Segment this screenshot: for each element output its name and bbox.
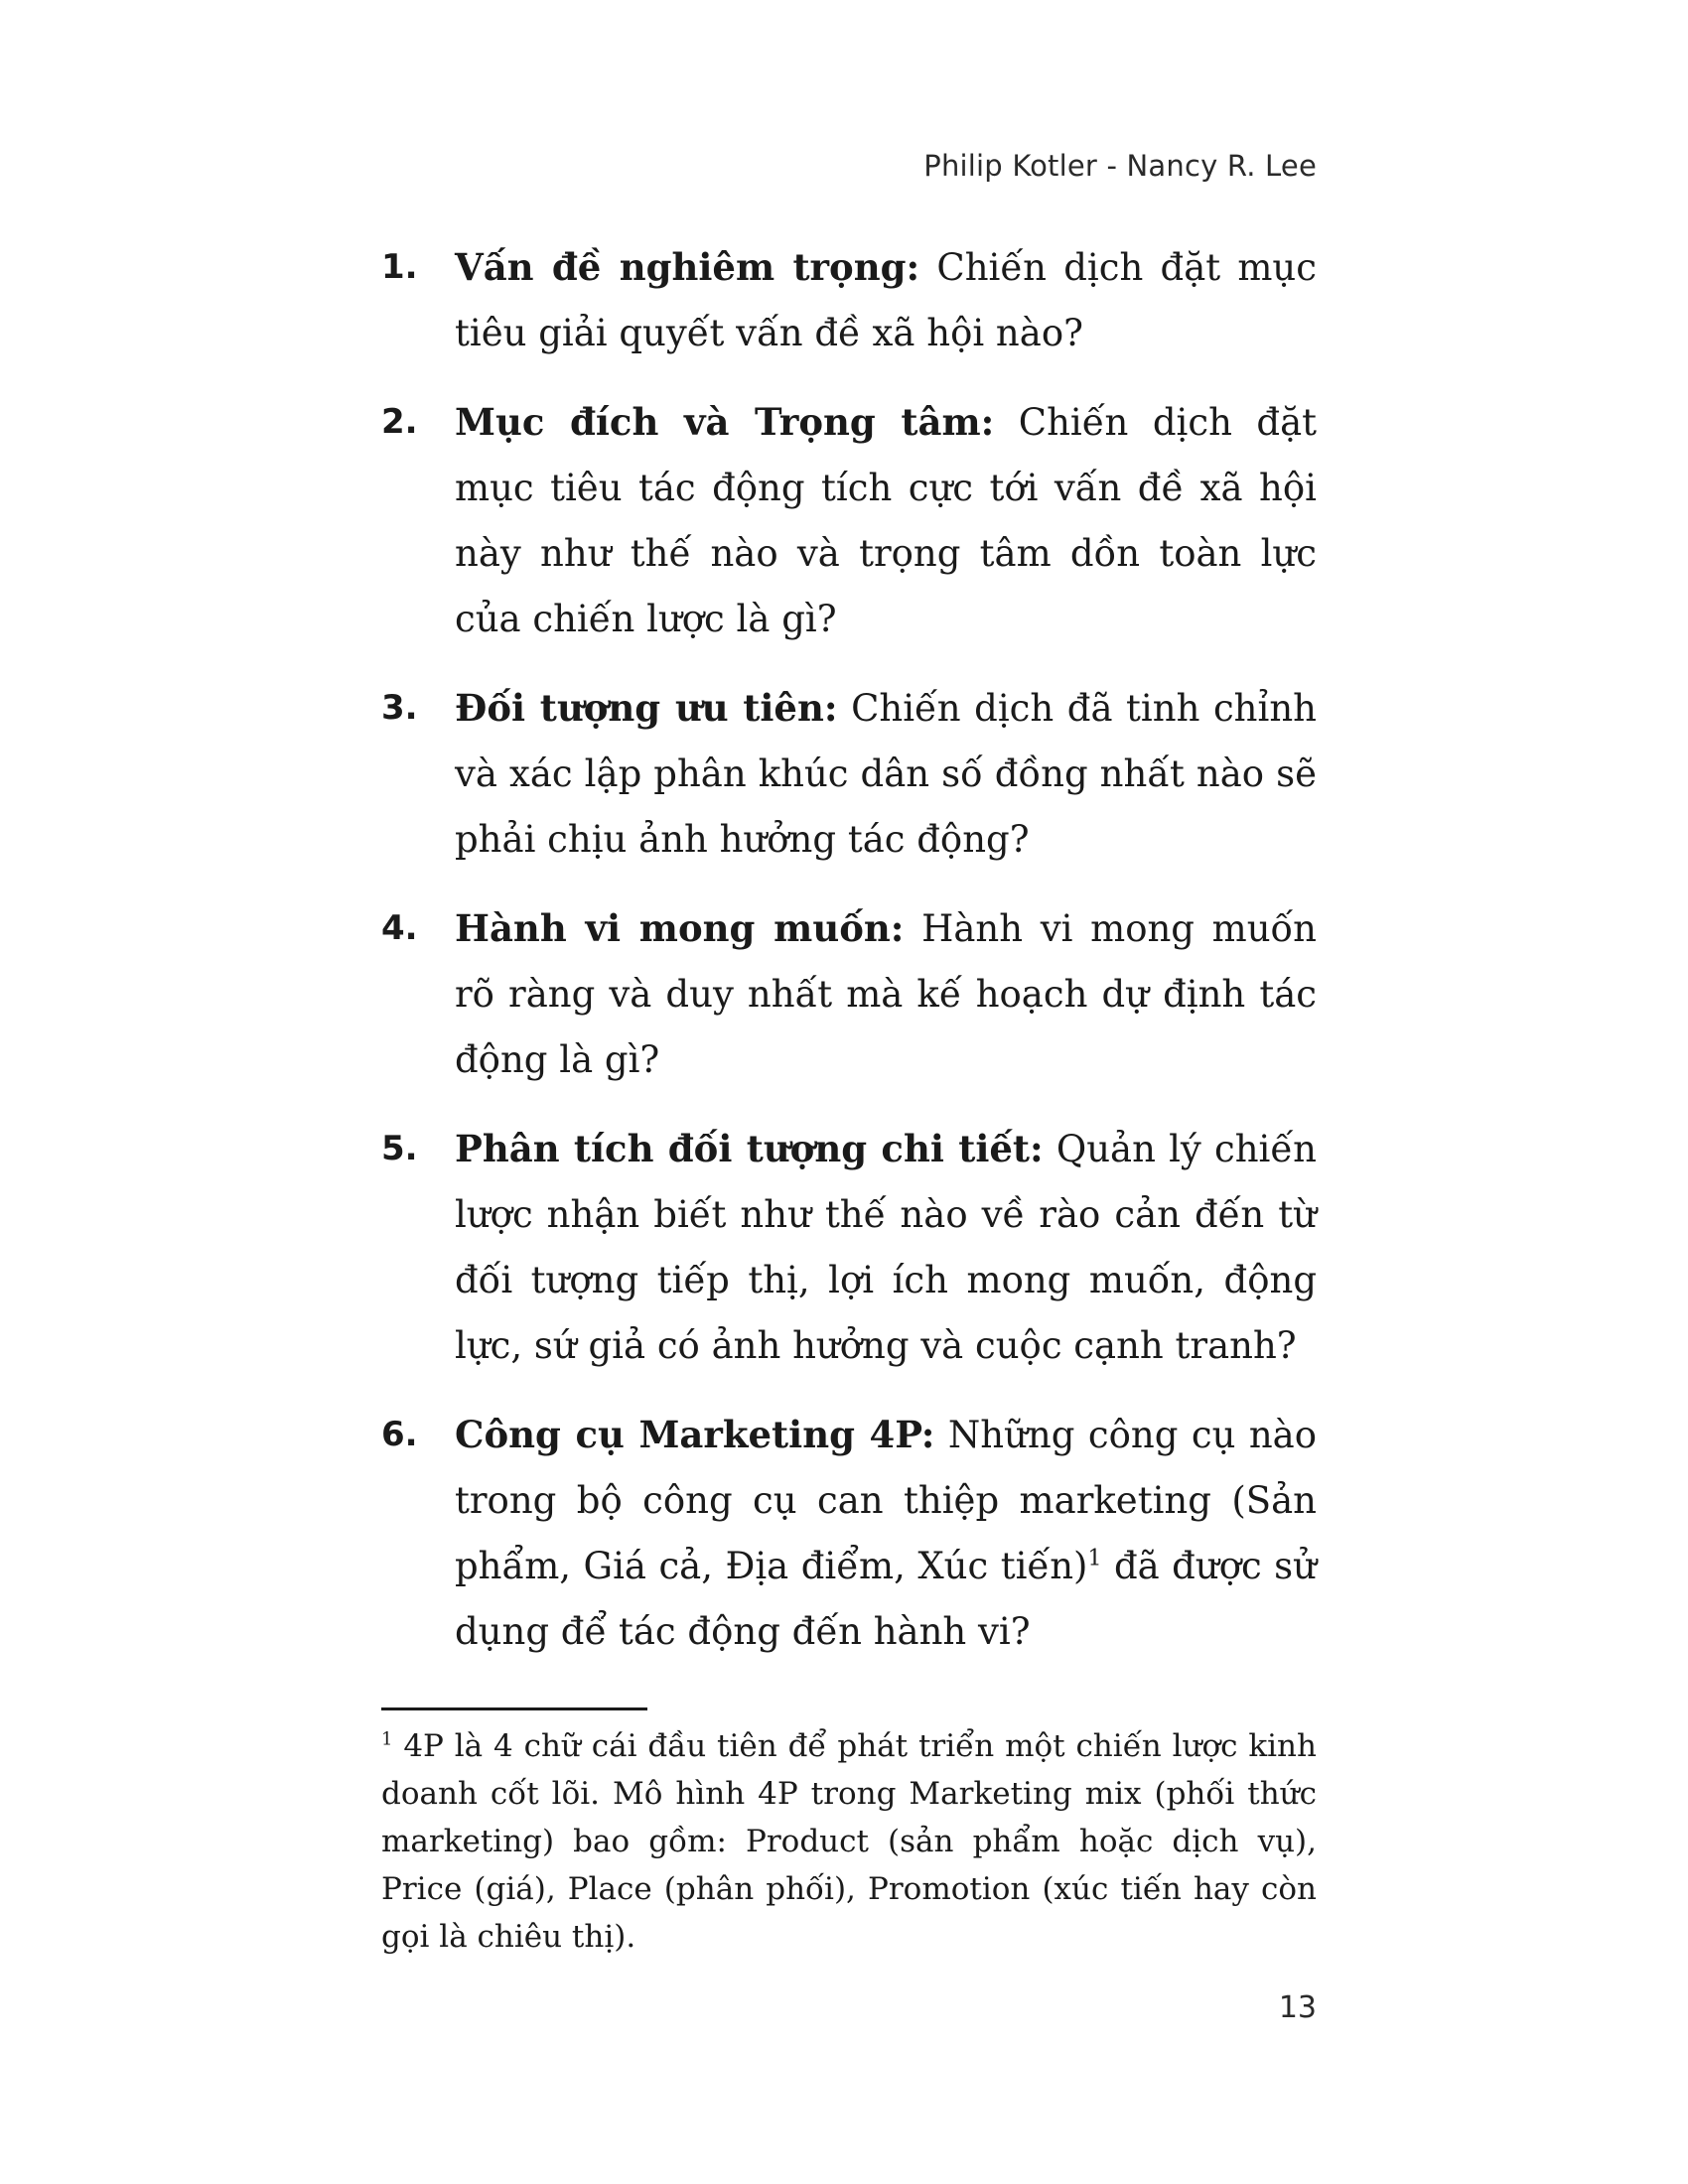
- item-text: Những công cụ nào trong bộ công cụ can thiệp marketing (Sản phẩm, Giá cả, Địa điểm, Xúc tiến): [455, 1414, 1317, 1587]
- list-item: [381, 895, 1317, 1093]
- item-term: Đối tượng ưu tiên:: [455, 686, 838, 730]
- item-number: 1.: [381, 247, 418, 287]
- question-list: [381, 234, 1317, 1688]
- list-item: [381, 389, 1317, 652]
- footnote-divider: [381, 1707, 647, 1710]
- item-text: Hành vi mong muốn rõ ràng và duy nhất mà kế hoạch dự định tác động là gì?: [455, 907, 1318, 1081]
- list-item: [381, 1402, 1317, 1665]
- list-item: [381, 675, 1317, 873]
- item-number: 5.: [381, 1129, 418, 1168]
- item-body: [455, 1116, 1317, 1379]
- footnote-marker: 1: [381, 1728, 393, 1750]
- item-text: Chiến dịch đặt mục tiêu giải quyết vấn đề xã hội nào?: [455, 246, 1317, 354]
- item-number: 6.: [381, 1415, 418, 1454]
- footnote-text: 4P là 4 chữ cái đầu tiên để phát triển một chiến lược kinh doanh cốt lõi. Mô hình 4P trong Marketing mix (phối thức marketing) bao gồm: Product (sản phẩm hoặc dịch vụ), Price (giá), Place (phân phối), Promotion (xúc tiến hay còn gọi là chiêu thị).: [381, 1728, 1317, 1955]
- item-term: Công cụ Marketing 4P:: [455, 1413, 935, 1456]
- item-body: [455, 1402, 1317, 1665]
- item-text: Chiến dịch đặt mục tiêu tác động tích cực tới vấn đề xã hội này như thế nào và trọng tâm dồn toàn lực của chiến lược là gì?: [455, 401, 1317, 640]
- item-term: Vấn đề nghiêm trọng:: [455, 245, 920, 289]
- item-body: [455, 675, 1317, 873]
- item-text: Chiến dịch đã tinh chỉnh và xác lập phân khúc dân số đồng nhất nào sẽ phải chịu ảnh hưởng tác động?: [455, 687, 1317, 861]
- item-term: Hành vi mong muốn:: [455, 906, 905, 950]
- item-text: Quản lý chiến lược nhận biết như thế nào về rào cản đến từ đối tượng tiếp thị, lợi ích mong muốn, động lực, sứ giả có ảnh hưởng và cuộc cạnh tranh?: [455, 1128, 1317, 1367]
- item-number: 2.: [381, 402, 418, 442]
- item-body: [455, 234, 1317, 366]
- item-term: Mục đích và Trọng tâm:: [455, 400, 995, 444]
- item-body: [455, 895, 1317, 1093]
- item-number: 3.: [381, 688, 418, 728]
- item-body: [455, 389, 1317, 652]
- item-text-after: đã được sử dụng để tác động đến hành vi?: [455, 1545, 1318, 1653]
- item-term: Phân tích đối tượng chi tiết:: [455, 1127, 1044, 1170]
- footnote-reference[interactable]: 1: [1087, 1546, 1102, 1571]
- footnote: [381, 1722, 1317, 1961]
- running-header: Philip Kotler - Nancy R. Lee: [923, 149, 1317, 183]
- page-number: 13: [1278, 1990, 1317, 2025]
- item-number: 4.: [381, 908, 418, 948]
- list-item: [381, 234, 1317, 366]
- list-item: [381, 1116, 1317, 1379]
